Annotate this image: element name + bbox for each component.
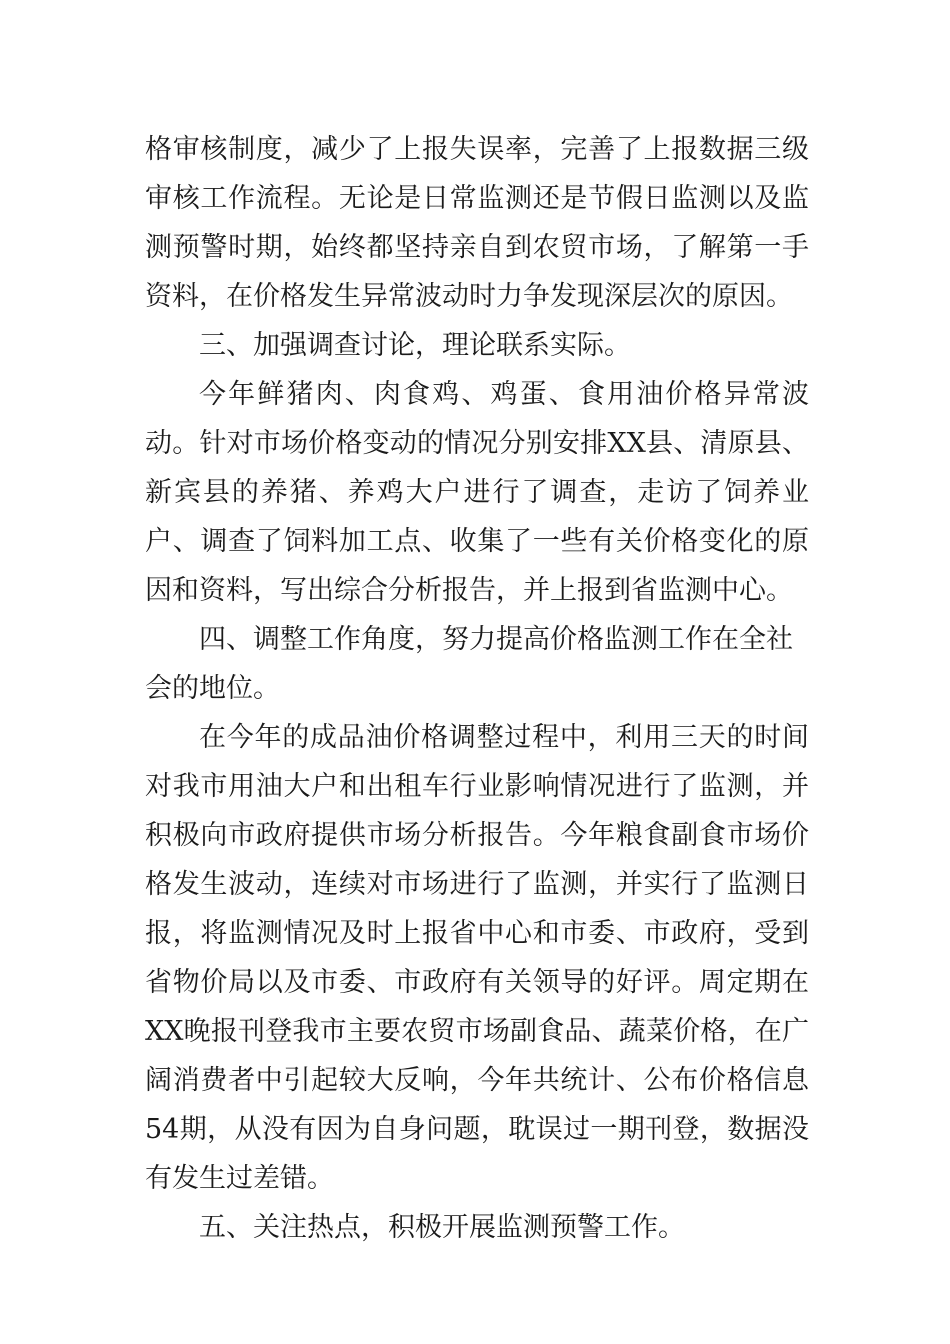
paragraph-monitoring: 在今年的成品油价格调整过程中，利用三天的时间对我市用油大户和出租车行业影响情况进行了监测，并积极向市政府提供市场分析报告。今年粮食副食市场价格发生波动，连续对市场进行了监测，并实行了监测日报，将监测情况及时上报省中心和市委、市政府，受到省物价局以及市委、市政府有关领导的好评。周定期在XX晚报刊登我市主要农贸市场副食品、蔬菜价格，在广阔消费者中引起较大反响，今年共统计、公布价格信息54期，从没有因为自身问题，耽误过一期刊登，数据没有发生过差错。 xyxy=(145,722,809,1194)
section-heading-5: 五、关注热点，积极开展监测预警工作。 xyxy=(199,1212,685,1243)
section-heading-4: 四、调整工作角度，努力提高价格监测工作在全社会的地位。 xyxy=(145,624,793,704)
section-heading-3: 三、加强调查讨论，理论联系实际。 xyxy=(199,330,631,361)
paragraph-continuation: 格审核制度，减少了上报失误率，完善了上报数据三级审核工作流程。无论是日常监测还是节假日监测以及监测预警时期，始终都坚持亲自到农贸市场，了解第一手资料，在价格发生异常波动时力争发现深层次的原因。 xyxy=(145,134,809,312)
document-body xyxy=(145,125,809,1252)
paragraph-investigation: 今年鲜猪肉、肉食鸡、鸡蛋、食用油价格异常波动。针对市场价格变动的情况分别安排XX县、清原县、新宾县的养猪、养鸡大户进行了调查，走访了饲养业户、调查了饲料加工点、收集了一些有关价格变化的原因和资料，写出综合分析报告，并上报到省监测中心。 xyxy=(145,379,809,606)
